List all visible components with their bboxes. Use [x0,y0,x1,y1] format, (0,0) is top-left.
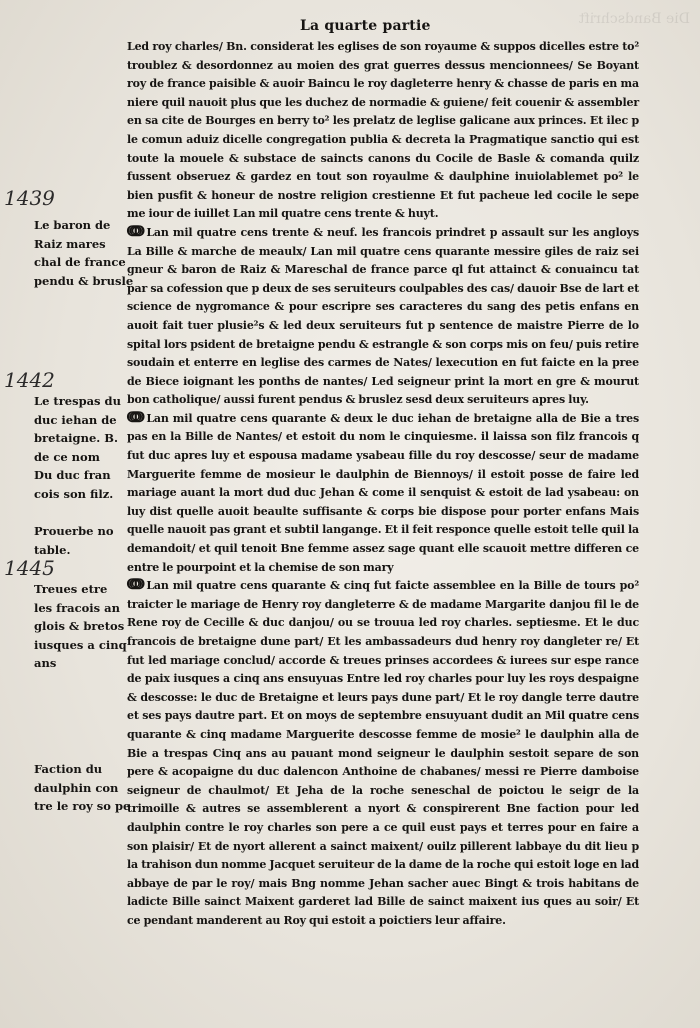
margin-note-line: chal de france [34,255,126,270]
margin-note-line: daulphin con [34,780,119,795]
margin-year-1439: 1439 [4,186,55,210]
running-head: La quarte partie [300,18,431,34]
margin-note-line: Le trespas du [34,394,121,408]
margin-note-line: Raiz mares [34,236,106,251]
margin-note-line: les fracois an [34,600,120,615]
margin-note-line: Le baron de [34,218,111,232]
margin-year-1442: 1442 [4,368,55,392]
paragraph-duc-iehan [127,406,639,577]
margin-note-line: de ce nom [34,449,100,464]
margin-note-line: bretaigne. B. [34,431,118,446]
main-text-column [127,38,639,931]
margin-note-line: tre le roy so pe [34,799,131,814]
margin-note-line: Treues etre [34,582,108,596]
margin-note-line: pendu & brusle [34,273,134,288]
paragraph-pragmatique-sanction [127,38,639,224]
pilcrow-icon: ↈ [127,220,145,240]
paragraph-baron-de-raiz [127,220,639,410]
margin-note-faction-daulphin [34,760,131,816]
margin-year-1445: 1445 [4,556,55,580]
margin-note-line: table. [34,542,71,557]
margin-note-trespas-duc [34,392,126,504]
margin-note-treues [34,580,126,673]
paragraph-assemblee-tours [127,574,639,930]
paragraph-text: Lan mil quatre cens quarante & deux le duc iehan de bretaigne alla de Bie a tres pas en la Bille de Nantes/ et estoit du nom le cinquiesme. il laissa son filz francois q fut duc apres luy et espousa madame ysabeau fille du roy descosse/ seur de madame Marguerite femme de mosieur le daulphin de Biennoys/ il estoit posse de faire led mariage auant la mort dud duc Jehan & come il senquist & estoit de lad ysabeau: on luy dist quelle auoit beaulte suffisante & corps bie dispose pour porter enfans Mais quelle nauoit pas grant et subtil langange. Et il feit responce quelle estoit telle quil la demandoit/ et quil tenoit Bne femme assez sage quant elle scauoit mettre differen ce entre le pourpoint et la chemise de son mary [127,411,639,574]
margin-note-prouerbe [34,522,126,559]
margin-note-line: glois & bretos [34,619,125,634]
bleed-through-text: Die Bandschrift [578,11,690,27]
paragraph-text: Lan mil quatre cens quarante & cinq fut faicte assemblee en la Bille de tours po² traicter le mariage de Henry roy dangleterre & de madame Margarite danjou fil le de Rene roy de Cecille & duc danjou/ ou se trouua led roy charles. septiesme. Et le duc francois de bretaigne dune part/ Et les ambassadeurs dud henry roy dangleter re/ Et fut led mariage conclud/ accorde & treues prinses accordees & iurees sur espe rance de paix iusques a cinq ans ensuyuas Entre led roy charles pour luy les roys despaigne & descosse: le duc de Bretaigne et leurs pays dune part/ Et le roy dangle terre dautre et ses pays dautre part. Et on moys de septembre ensuyuant dudit an Mil quatre cens quarante & cinq madame Marguerite descosse femme de mosie² le daulphin alla de Bie a trespas Cinq ans au pauant mond seigneur le daulphin sestoit separe de son pere & acopaigne du duc dalencon Anthoine de chabanes/ messi re Pierre damboise seigneur de chaulmot/ Et Jeha de la roche seneschal de poictou le seigr de la trimoille & autres se assemblerent a nyort & conspirerent Bne faction pour led daulphin contre le roy charles son pere a ce quil eust pays et terres pour en faire a son plaisir/ Et de nyort allerent a sainct maixent/ ouilz pillerent labbaye du dit lieu p la trahison dun nomme Jacquet seruiteur de la dame de la roche qui estoit loge en lad abbaye de par le roy/ mais Bng nomme Jehan sacher auec Bingt & trois habitans de ladicte Bille sainct Maixent garderet lad Bille de sainct maixent ius ques au soir/ Et ce pendant manderent au Roy qui estoit a poictiers leur affaire. [127,579,639,927]
margin-note-line: Faction du [34,762,103,776]
pilcrow-icon: ↈ [127,574,145,594]
margin-note-line: Prouerbe no [34,524,114,538]
margin-note-line: cois son filz. [34,486,114,501]
margin-note-line: duc iehan de [34,412,117,427]
margin-note-line: ans [34,656,57,671]
margin-note-line: iusques a cinq [34,637,127,652]
margin-note-baron-de-raiz [34,216,134,290]
paragraph-text: Lan mil quatre cens trente & neuf. les francois prindret p assault sur les angloys La Bille & marche de meaulx/ Lan mil quatre cens quarante messire giles de raiz sei gneur & baron de Raiz & Mareschal de france parce ql fut attainct & conuaincu tat par sa cofession que p deux de ses seruiteurs coulpables des cas/ dauoir Bse de lart et science de nygromance & pour escripre ses caracteres du sang des petis enfans en auoit fait tuer plusie²s & led deux seruiteurs fut p sentence de maistre Pierre de lo spital lors psident de bretaigne pendu & estrangle & son corps mis on feu/ puis retire soudain et enterre en leglise des carmes de Nates/ lexecution en fut faicte en la pree de Biece ioignant les ponths de nantes/ Led seigneur print la mort en gre & mourut bon catholique/ aussi furent pendus & bruslez sesd deux seruiteurs apres luy. [127,225,639,407]
pilcrow-icon: ↈ [127,406,145,426]
margin-note-line: Du duc fran [34,468,111,483]
paragraph-text: Led roy charles/ Bn. considerat les eglises de son royaume & suppos dicelles estre to² troublez & desordonnez au moien des grat guerres dessus mencionnees/ Se Boyant roy de france paisible & auoir Baincu le roy dagleterre henry & chasse de paris en ma niere quil nauoit plus que les duchez de normadie & guiene/ feit couenir & assembler en sa cite de Bourges en berry to² les prelatz de leglise galicane aux princes. Et ilec p le comun aduiz dicelle congregation publia & decreta la Pragmatique sanctio qui est toute la mouele & substace de saincts canons du Cocile de Basle & comanda quilz fussent obseruez & gardez en tout son royaulme & daulphine inuiolablemet po² le bien pusfit & honeur de nostre religion crestienne Et fut pacheue led cocile le sepe me iour de iuillet Lan mil quatre cens trente & huyt. [127,40,639,221]
